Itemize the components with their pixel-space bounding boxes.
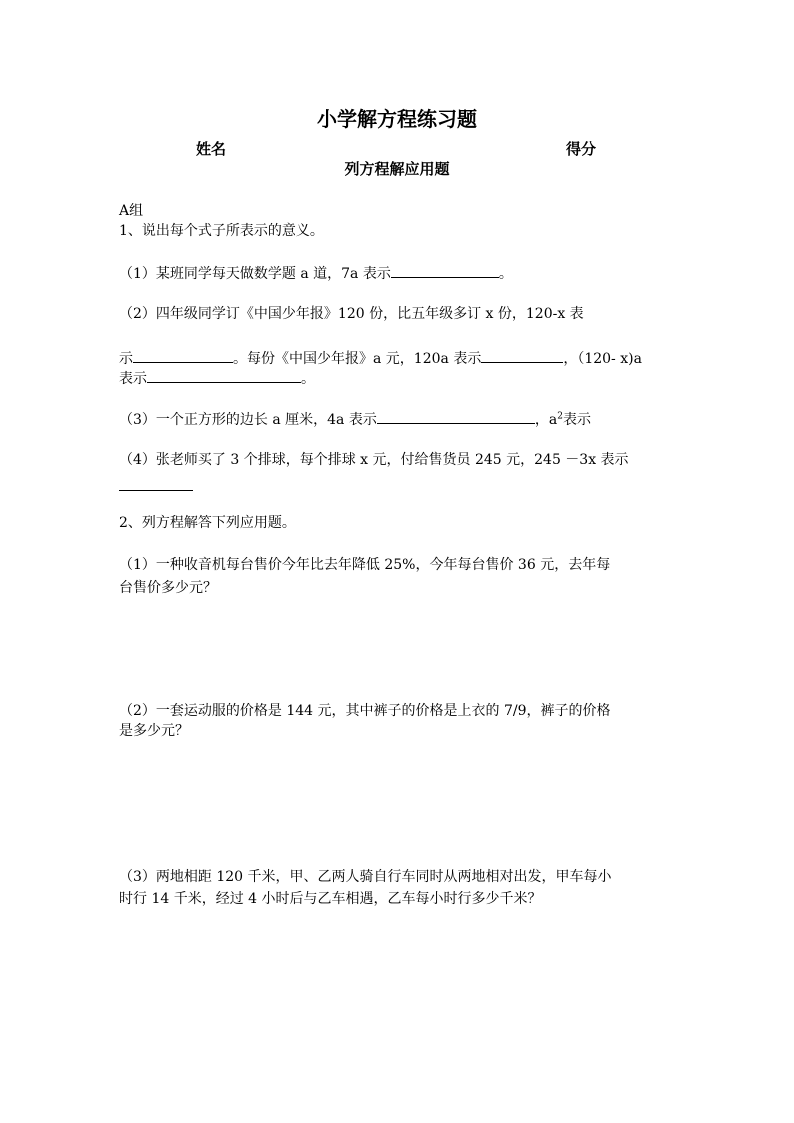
problem2-line2: 是多少元？ bbox=[119, 723, 189, 739]
q2-line2-b: 。每份《中国少年报》a 元，120a 表示 bbox=[233, 351, 482, 367]
q2-line3-a: 表示 bbox=[119, 371, 147, 387]
subtitle: 列方程解应用题 bbox=[344, 160, 450, 178]
q1-text: （1）某班同学每天做数学题 a 道，7a 表示 bbox=[119, 266, 391, 282]
q3-suffix: 表示 bbox=[562, 412, 591, 428]
q1-suffix: 。 bbox=[498, 266, 513, 282]
group-label: A组 bbox=[119, 203, 144, 219]
problem3-line2: 时行 14 千米，经过 4 小时后与乙车相遇，乙车每小时行多少千米？ bbox=[119, 891, 542, 907]
section1-heading: 1、说出每个式子所表示的意义。 bbox=[119, 223, 324, 239]
section2-heading: 2、列方程解答下列应用题。 bbox=[119, 515, 296, 531]
q2-line3 bbox=[119, 368, 315, 389]
q2-answer-blank-2[interactable] bbox=[481, 348, 563, 363]
q3-superscript: 2 bbox=[557, 411, 563, 422]
name-label: 姓名 bbox=[196, 140, 227, 158]
q2-line1: （2）四年级同学订《中国少年报》120 份，比五年级多订 x 份，120-x 表 bbox=[119, 306, 584, 322]
q4-line: （4）张老师买了 3 个排球，每个排球 x 元，付给售货员 245 元，245 －3x 表示 bbox=[119, 452, 629, 468]
page-title: 小学解方程练习题 bbox=[317, 107, 477, 131]
q3-mid: ，a bbox=[534, 412, 558, 428]
problem1-line2: 台售价多少元？ bbox=[119, 580, 217, 596]
score-label: 得分 bbox=[566, 140, 597, 158]
q2-answer-blank-1[interactable] bbox=[133, 348, 233, 363]
problem1-line1: （1）一种收音机每台售价今年比去年降低 25%，今年每台售价 36 元，去年每 bbox=[119, 557, 611, 573]
q3-line bbox=[119, 409, 591, 430]
q2-line2 bbox=[119, 348, 642, 369]
q4-answer-blank[interactable] bbox=[119, 476, 193, 491]
q3-text: （3）一个正方形的边长 a 厘米，4a 表示 bbox=[119, 412, 377, 428]
q2-answer-blank-3[interactable] bbox=[147, 368, 301, 383]
q1-answer-blank[interactable] bbox=[391, 263, 499, 278]
problem2-line1: （2）一套运动服的价格是 144 元，其中裤子的价格是上衣的 7/9，裤子的价格 bbox=[119, 703, 611, 719]
q2-line3-b: 。 bbox=[301, 371, 315, 387]
q2-line2-c: ，（120- x)a bbox=[563, 351, 642, 367]
problem3-line1: （3）两地相距 120 千米，甲、乙两人骑自行车同时从两地相对出发，甲车每小 bbox=[119, 869, 612, 885]
q2-line2-a: 示 bbox=[119, 351, 133, 367]
q3-answer-blank[interactable] bbox=[377, 409, 535, 424]
q1-line bbox=[119, 263, 513, 284]
